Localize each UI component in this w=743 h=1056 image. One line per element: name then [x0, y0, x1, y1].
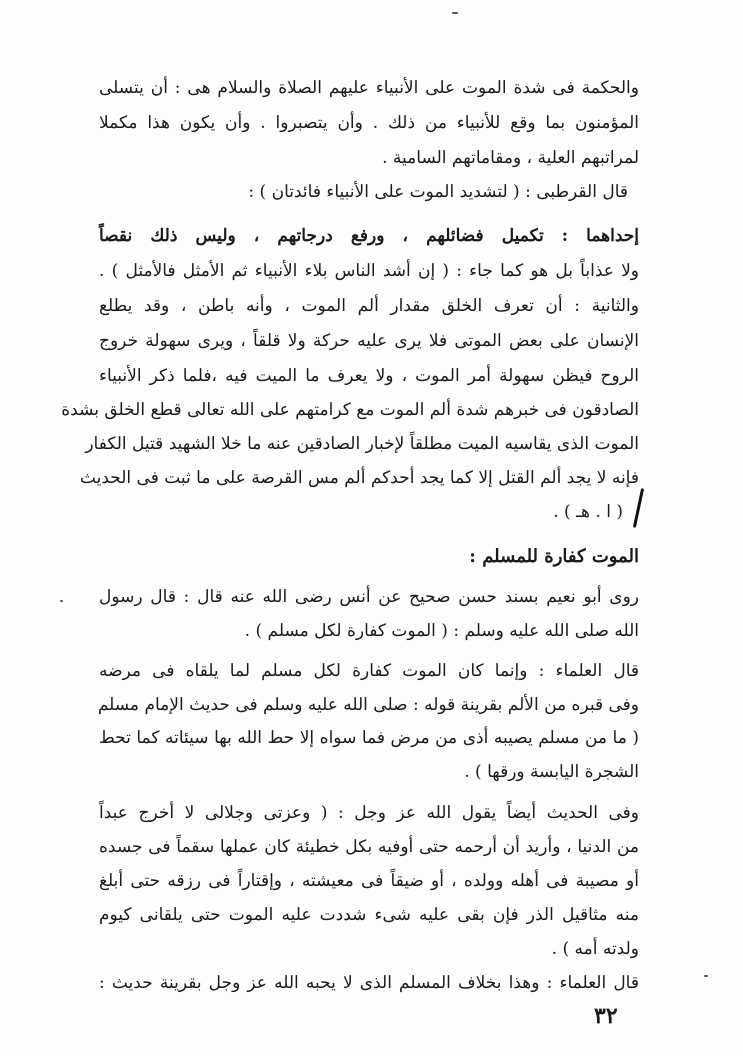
text-line: ولا عذاباً بل هو كما جاء : ( إن أشد الناس بلاء الأنبياء ثم الأمثل فالأمثل ) .	[99, 261, 640, 281]
text-line: أو مصيبة فى أهله وولده ، أو ضيقاً فى معيشته ، وإقتاراً فى رزقه حتى أبلغ	[99, 871, 639, 891]
text-line: إحداهما : تكميل فضائلهم ، ورفع درجاتهم ، وليس ذلك نقصاً	[99, 226, 639, 246]
text-line: الصادقون فى خبرهم شدة ألم الموت مع كرامتهم على الله تعالى قطع الخلق بشدة	[61, 400, 639, 420]
text-line: قال القرطبى : ( لتشديد الموت على الأنبياء فائدتان ) :	[248, 182, 628, 202]
text-line: فإنه لا يجد ألم القتل إلا كما يجد أحدكم ألم مس القرصة على ما ثبت فى الحديث	[79, 468, 639, 488]
text-line: روى أبو نعيم بسند حسن صحيح عن أنس رضى الله عنه قال : قال رسول	[99, 587, 639, 607]
text-line: قال العلماء : وإنما كان الموت كفارة لكل مسلم لما يلقاه فى مرضه	[99, 661, 639, 681]
text-line: والثانية : أن تعرف الخلق مقدار ألم الموت ، وأنه باطن ، وقد يطلع	[99, 296, 639, 316]
text-line: ( ا . هـ ) .	[553, 502, 623, 522]
text-line: من الدنيا ، وأريد أن أرحمه حتى أوفيه بكل خطيئة كان عملها سقماً فى جسده	[99, 837, 639, 857]
text-line: ( ما من مسلم يصيبه أذى من مرض فما سواه إلا حط الله بها سيئاته كما تحط	[99, 728, 639, 748]
text-line: والحكمة فى شدة الموت على الأنبياء عليهم الصلاة والسلام هى : أن يتسلى	[99, 78, 639, 98]
text-line: وفى الحديث أيضاً يقول الله عز وجل : ( وعزتى وجلالى لا أخرج عبداً	[99, 803, 639, 823]
page-number: ٣٢	[594, 1003, 618, 1029]
text-line: ولدته أمه ) .	[551, 939, 639, 959]
text-line: الله صلى الله عليه وسلم : ( الموت كفارة لكل مسلم ) .	[244, 621, 639, 641]
text-line: الشجرة اليابسة ورقها ) .	[464, 762, 639, 782]
section-heading: الموت كفارة للمسلم :	[469, 546, 639, 567]
scan-speck	[704, 975, 708, 977]
text-line: الموت الذى يقاسيه الميت مطلقاً لإخبار الصادقين عنه ما خلا الشهيد قتيل الكفار	[85, 434, 639, 454]
ink-mark	[633, 488, 644, 528]
text-line: وفى قبره من الألم بقرينة قوله : صلى الله عليه وسلم فى حديث الإمام مسلم	[97, 695, 639, 715]
text-line: الإنسان على بعض الموتى فلا يرى عليه حركة ولا قلقاً ، ويرى سهولة خروج	[99, 331, 639, 351]
text-line: الروح فيظن سهولة أمر الموت ، ولا يعرف ما الميت فيه ،فلما ذكر الأنبياء	[99, 366, 639, 386]
text-line: المؤمنون بما وقع للأنبياء من ذلك . وأن يتصبروا . وأن يكون هذا مكملا	[99, 113, 639, 133]
text-line: منه مثاقيل الذر فإن بقى عليه شىء شددت عليه الموت حتى يلقانى كيوم	[99, 905, 639, 925]
scan-speck	[452, 12, 458, 14]
scan-speck	[60, 600, 63, 602]
text-line: لمراتبهم العلية ، ومقاماتهم السامية .	[382, 148, 639, 168]
text-line: قال العلماء : وهذا بخلاف المسلم الذى لا يحبه الله عز وجل بقرينة حديث :	[99, 973, 639, 993]
